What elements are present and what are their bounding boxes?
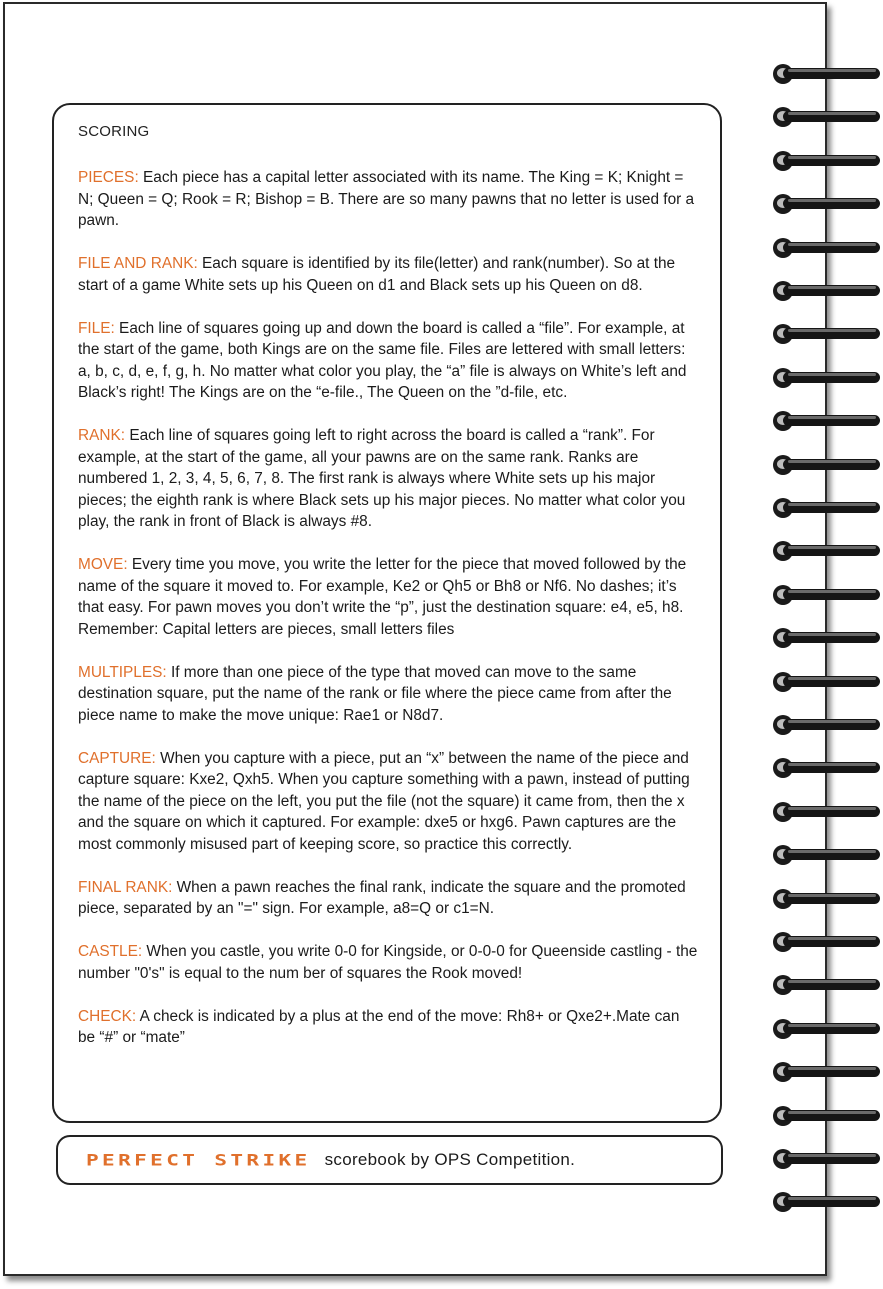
rule-text: When you castle, you write 0-0 for Kingside, or 0-0-0 for Queenside castling - the number "0's" is equal to the num ber of squares the Rook moved! <box>78 943 698 982</box>
rule-section <box>78 425 698 533</box>
brand-footer <box>56 1135 723 1185</box>
spiral-ring <box>770 1104 882 1128</box>
spiral-ring <box>770 496 882 520</box>
rule-section <box>78 1006 698 1049</box>
spiral-ring <box>770 800 882 824</box>
rule-label: MULTIPLES: <box>78 663 167 681</box>
rules-list <box>78 167 698 1049</box>
rule-section <box>78 662 698 727</box>
scoring-rules-panel <box>52 103 722 1123</box>
spiral-ring <box>770 670 882 694</box>
rule-label: CAPTURE: <box>78 749 156 767</box>
spiral-ring <box>770 713 882 737</box>
page-title: SCORING <box>78 123 150 140</box>
spiral-ring <box>770 409 882 433</box>
rule-label: FILE: <box>78 319 115 337</box>
perfect-strike-logo: PERFECT STRIKE <box>86 1150 311 1170</box>
rule-label: FILE AND RANK: <box>78 255 198 272</box>
spiral-ring <box>770 453 882 477</box>
rule-section <box>78 253 698 296</box>
rule-section <box>78 748 698 856</box>
rule-label: PIECES: <box>78 169 139 186</box>
rule-text: Each line of squares going left to right across the board is called a “rank”. For example, at the start of the game, all your pawns are on the same rank. Ranks are numbered 1, 2, 3, 4, 5, 6, 7, 8. The first rank is always where White sets up his major pieces; the eighth rank is where Black sets up his major pieces. No matter what color you play, the rank in front of Black is always #8. <box>78 427 686 530</box>
spiral-ring <box>770 1060 882 1084</box>
spiral-ring <box>770 973 882 997</box>
rule-text: A check is indicated by a plus at the end of the move: Rh8+ or Qxe2+.Mate can be “#” or “mate” <box>78 1007 680 1046</box>
rule-label: CHECK: <box>78 1007 137 1025</box>
rule-label: MOVE: <box>78 556 128 573</box>
spiral-ring <box>770 192 882 216</box>
spiral-ring <box>770 366 882 390</box>
spiral-ring <box>770 539 882 563</box>
rule-label: FINAL RANK: <box>78 878 173 896</box>
rule-text: Each square is identified by its file(letter) and rank(number). So at the start of a game White sets up his Queen on d1 and Black sets up his Queen on d8. <box>78 255 676 294</box>
rule-section <box>78 554 698 640</box>
rule-section <box>78 941 698 984</box>
spiral-ring <box>770 279 882 303</box>
rule-section <box>78 167 698 232</box>
rule-text: When you capture with a piece, put an “x” between the name of the piece and capture square: Kxe2, Qxh5. When you capture something with a pawn, instead of putting the name of the piece on the left, you put the file (not the square) it came from, then the x and the square on which it captured. For example: dxe5 or hxg6. Pawn captures are the most commonly misused part of keeping score, so practice this correctly. <box>78 749 690 853</box>
spiral-ring <box>770 930 882 954</box>
spiral-ring <box>770 105 882 129</box>
rule-text: If more than one piece of the type that moved can move to the same destination square, put the name of the rank or file where the piece came from after the piece name to make the move unique: Rae1 or N8d7. <box>78 663 672 724</box>
spiral-ring <box>770 626 882 650</box>
spiral-ring <box>770 322 882 346</box>
spiral-ring <box>770 1147 882 1171</box>
spiral-ring <box>770 236 882 260</box>
rule-section <box>78 318 698 404</box>
rule-text: Every time you move, you write the letter for the piece that moved followed by the name of the square it moved to. For example, Ke2 or Qh5 or Bh8 or Nf6. No dashes; it’s that easy. For pawn moves you don’t write the “p”, just the destination square: e4, e5, h8. Remember: Capital letters are pieces, small letters files <box>78 556 687 638</box>
rule-label: CASTLE: <box>78 943 143 960</box>
spiral-ring <box>770 583 882 607</box>
rule-section <box>78 877 698 920</box>
spiral-ring <box>770 1017 882 1041</box>
spiral-ring <box>770 887 882 911</box>
brand-tagline: scorebook by OPS Competition. <box>324 1150 576 1169</box>
spiral-binding <box>770 0 883 1289</box>
rule-label: RANK: <box>78 427 126 444</box>
spiral-ring <box>770 756 882 780</box>
spiral-ring <box>770 62 882 86</box>
spiral-ring <box>770 1190 882 1214</box>
rule-text: When a pawn reaches the final rank, indicate the square and the promoted piece, separated by an "=" sign. For example, a8=Q or c1=N. <box>78 878 686 917</box>
rule-text: Each line of squares going up and down the board is called a “file”. For example, at the start of the game, both Kings are on the same file. Files are lettered with small letters: a, b, c, d, e, f, g, h. No matter what color you play, the “a” file is always on White’s left and Black’s right! The Kings are on the “e-file., The Queen on the ”d-file, etc. <box>78 319 687 401</box>
spiral-ring <box>770 843 882 867</box>
rule-text: Each piece has a capital letter associated with its name. The King = K; Knight = N; Queen = Q; Rook = R; Bishop = B. There are so many pawns that no letter is used for a pawn. <box>78 169 695 229</box>
spiral-ring <box>770 149 882 173</box>
